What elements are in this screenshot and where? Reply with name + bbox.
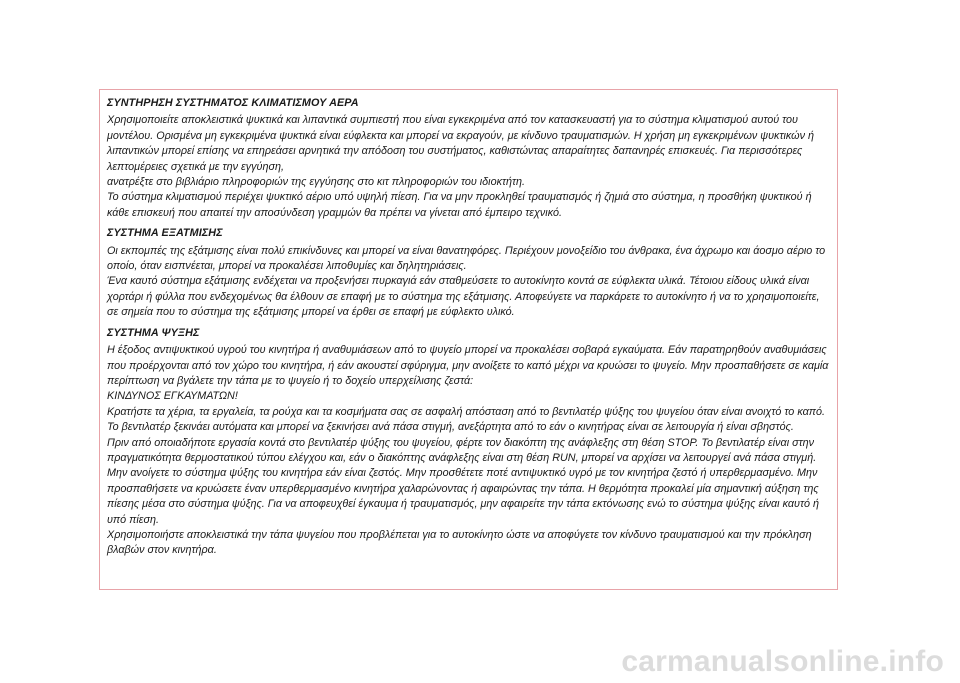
section-title: ΣΥΣΤΗΜΑ ΕΞΑΤΜΙΣΗΣ (107, 227, 223, 240)
warning-box (99, 89, 838, 590)
paragraph: Οι εκπομπές της εξάτμισης είναι πολύ επικίνδυνες και μπορεί να είναι θανατηφόρες. Περιέχουν μονοξείδιο του άνθρακα, ένα άχρωμο και άοσμο αέριο το οποίο, όταν εισπνέεται, μπορεί να προκαλέσει λιποθυμίες και δηλητηριάσεις. (107, 244, 826, 273)
paragraph: ΚΙΝΔΥΝΟΣ ΕΓΚΑΥΜΑΤΩΝ! (107, 390, 238, 403)
paragraph: Κρατήστε τα χέρια, τα εργαλεία, τα ρούχα και τα κοσμήματα σας σε ασφαλή απόσταση από το βεντιλατέρ ψύξης του ψυγείου όταν είναι ανοιχτό το καπό. (107, 405, 825, 418)
paragraph: Το σύστημα κλιματισμού περιέχει ψυκτικό αέριο υπό υψηλή πίεση. Για να μην προκληθεί τραυματισμός ή ζημιά στο σύστημα, η προσθήκη ψυκτικού ή κάθε επισκευή που απαιτεί την αποσύνδεση γραμμών θα πρέπει να γίνεται από έμπειρο τεχνικό. (107, 191, 812, 219)
paragraph: Ένα καυτό σύστημα εξάτμισης ενδέχεται να προξενήσει πυρκαγιά εάν σταθμεύσετε το αυτοκίνητο κοντά σε εύφλεκτα υλικά. Τέτοιου είδους υλικά είναι χορτάρι ή φύλλα που ενδεχομένως θα έλθουν σε επαφή με το σύστημα της εξάτμισης. Αποφεύγετε να παρκάρετε το αυτοκίνητο ή να το χρησιμοποιείτε, σε σημεία που το σύστημα της εξάτμισης μπορεί να έρθει σε επαφή με εύφλεκτο υλικό. (107, 275, 820, 319)
paragraph: Χρησιμοποιείτε αποκλειστικά ψυκτικά και λιπαντικά συμπιεστή που είναι εγκεκριμένα από τον κατασκευαστή για το σύστημα κλιματισμού αυτού του μοντέλου. Ορισμένα μη εγκεκριμένα ψυκτικά είναι εύφλεκτα και μπορεί να εκραγούν, με κίνδυνο τραυματισμών. Η χρήση μη εγκεκριμένων ψυκτικών ή λιπαντικών μπορεί επίσης να επηρεάσει αρνητικά την απόδοση του συστήματος, καθιστώντας απαραίτητες δαπανηρές επισκευές. Για περισσότερες λεπτομέρειες σχετικά με την εγγύηση, (107, 114, 814, 173)
watermark-logo: carmanualsonline.info (621, 645, 944, 678)
paragraph: Πριν από οποιαδήποτε εργασία κοντά στο βεντιλατέρ ψύξης του ψυγείου, φέρτε τον διακόπτη της ανάφλεξης στη θέση STOP. Το βεντιλατέρ είναι στην πραγματικότητα θερμοστατικού τύπου ελέγχου και, εάν ο διακόπτης ανάφλεξης είναι στη θέση RUN, μπορεί να αρχίσει να λειτουργεί ανά πάσα στιγμή. (107, 436, 817, 464)
paragraph: Η έξοδος αντιψυκτικού υγρού του κινητήρα ή αναθυμιάσεων από το ψυγείο μπορεί να προκαλέσει σοβαρά εγκαύματα. Εάν παρατηρηθούν αναθυμιάσεις που προέρχονται από τον χώρο του κινητήρα, ή εάν ακουστεί σφύριγμα, μην ανοίξετε το καπό μέχρι να κρυώσει το ψυγείο. Μην προσπαθήσετε σε καμία περίπτωση να βγάλετε την τάπα με το ψυγείο ή το δοχείο υπερχείλισης ζεστά: (107, 344, 829, 387)
paragraph: Χρησιμοποιήστε αποκλειστικά την τάπα ψυγείου που προβλέπεται για το αυτοκίνητο ώστε να αποφύγετε τον κίνδυνο τραυματισμού και την πρόκληση βλαβών στον κινητήρα. (107, 528, 812, 557)
paragraph: ανατρέξτε στο βιβλιάριο πληροφοριών της εγγύησης στο κιτ πληροφοριών του ιδιοκτήτη. (107, 176, 526, 189)
paragraph: Το βεντιλατέρ ξεκινάει αυτόματα και μπορεί να ξεκινήσει ανά πάσα στιγμή, ανεξάρτητα από το εάν ο κινητήρας είναι σε λειτουργία ή είναι σβηστός. (107, 421, 794, 434)
section-exhaust-system (107, 226, 830, 320)
section-title: ΣΥΝΤΗΡΗΣΗ ΣΥΣΤΗΜΑΤΟΣ ΚΛΙΜΑΤΙΣΜΟΥ ΑΕΡΑ (107, 97, 359, 109)
section-air-conditioning (107, 96, 830, 221)
section-title: ΣΥΣΤΗΜΑ ΨΥΞΗΣ (107, 326, 200, 339)
paragraph: Μην ανοίγετε το σύστημα ψύξης του κινητήρα εάν είναι ζεστός. Μην προσθέτετε ποτέ αντιψυκτικό υγρό με τον κινητήρα ζεστό ή υπερθερμασμένο. Μην προσπαθήσετε να κρυώσετε έναν υπερθερμασμένο κινητήρα χαλαρώνοντας ή αφαιρώντας την τάπα. Η θερμότητα προκαλεί μία σημαντική αύξηση της πίεσης μέσα στο σύστημα ψύξης. Για να αποφευχθεί έγκαυμα ή τραυματισμός, μην αφαιρείτε την τάπα εκτόνωσης ενώ το σύστημα ψύξης είναι καυτό ή υπό πίεση. (107, 467, 819, 526)
section-cooling-system (107, 326, 830, 559)
